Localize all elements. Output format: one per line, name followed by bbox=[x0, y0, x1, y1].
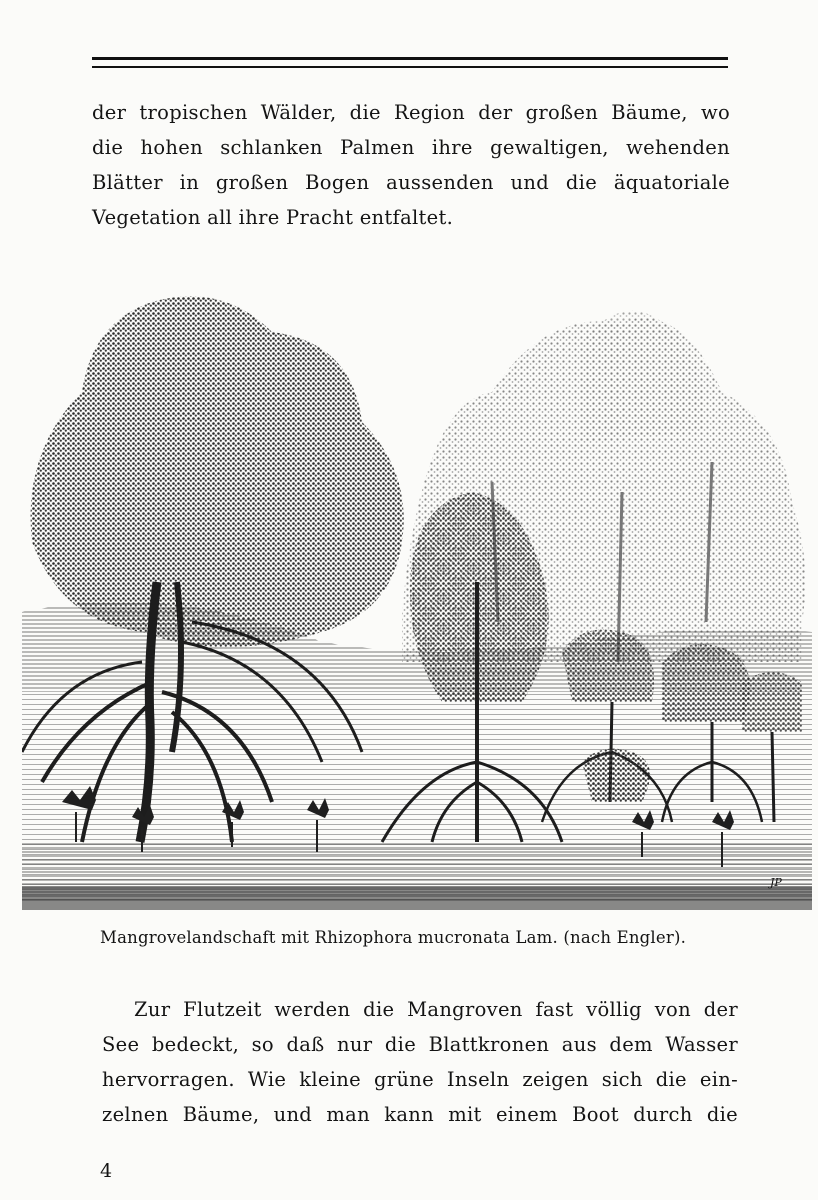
bottom-paragraph bbox=[102, 992, 738, 1132]
figure-caption: Mangrovelandschaft mit Rhizophora mucronata Lam. (nach Engler). bbox=[100, 928, 687, 947]
page-number: 4 bbox=[100, 1160, 113, 1182]
top-paragraph bbox=[92, 95, 730, 235]
text-line: zelnen Bäume, und man kann mit einem Boot durch die bbox=[102, 1103, 738, 1126]
mangrove-illustration bbox=[22, 282, 812, 910]
text-line: Zur Flutzeit werden die Mangroven fast völlig von der bbox=[134, 998, 738, 1021]
text-line: Vegetation all ihre Pracht entfaltet. bbox=[92, 206, 454, 229]
text-line: der tropischen Wälder, die Region der großen Bäume, wo bbox=[92, 101, 730, 124]
illustrator-signature: JP bbox=[770, 876, 782, 889]
text-line: See bedeckt, so daß nur die Blattkronen aus dem Wasser bbox=[102, 1033, 738, 1056]
header-rule-bottom bbox=[92, 66, 728, 68]
text-line: hervorragen. Wie kleine grüne Inseln zeigen sich die ein- bbox=[102, 1068, 738, 1091]
text-line: Blätter in großen Bogen aussenden und die äquatoriale bbox=[92, 171, 730, 194]
header-rule-top bbox=[92, 57, 728, 60]
text-line: die hohen schlanken Palmen ihre gewaltigen, wehenden bbox=[92, 136, 730, 159]
